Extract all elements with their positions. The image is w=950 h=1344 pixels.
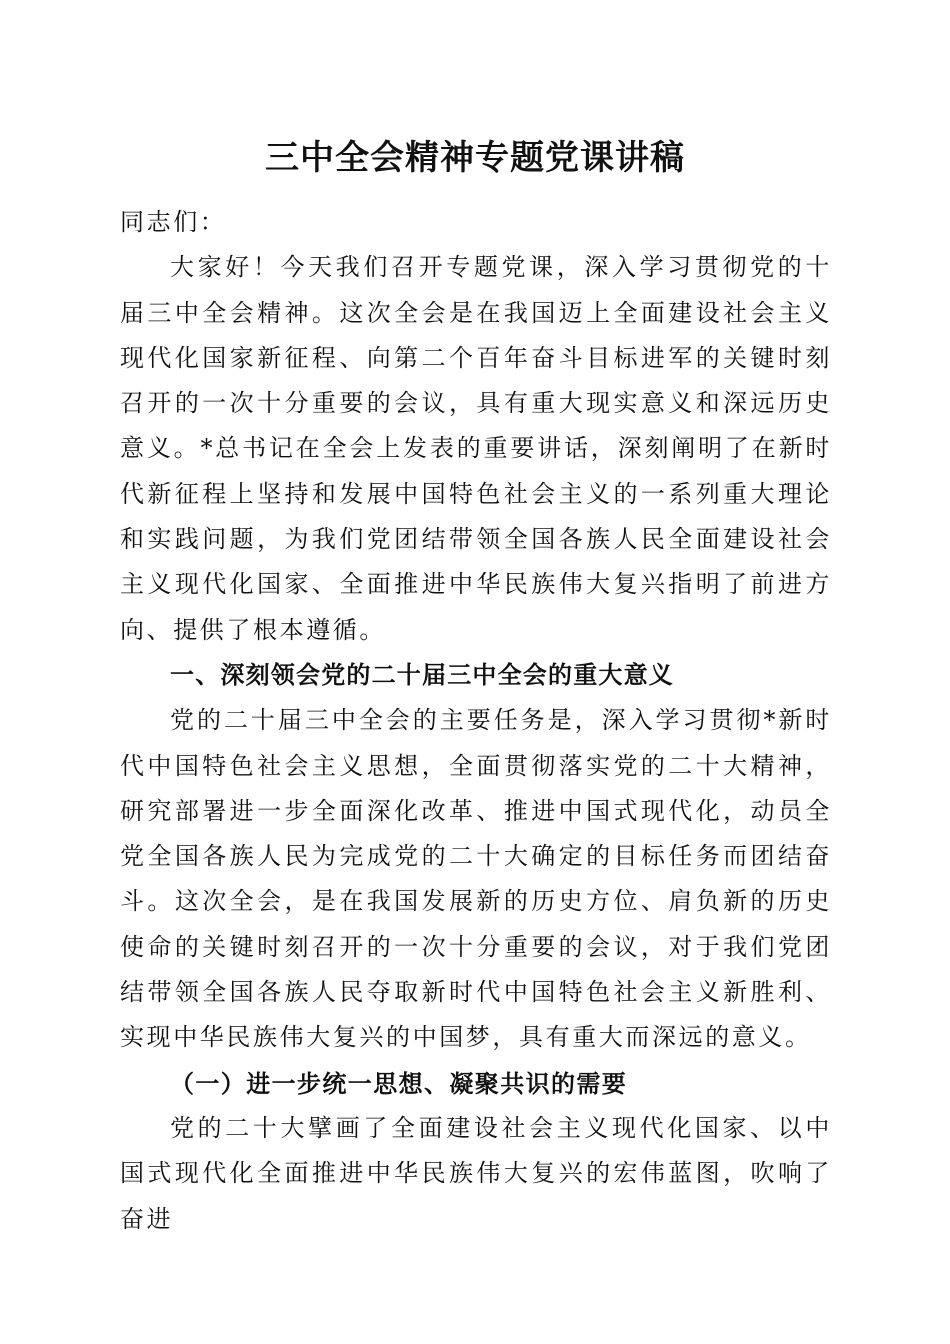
subsection-heading: （一）进一步统一思想、凝聚共识的需要 [170,1068,628,1098]
section-heading: 一、深刻领会党的二十届三中全会的重大意义 [170,660,674,689]
intro-paragraph: 大家好！今天我们召开专题党课，深入学习贯彻党的十届三中全会精神。这次全会是在我国迈上全面建设社会主义现代化国家新征程、向第二个百年奋斗目标进军的关键时刻召开的一次十分重要的会议，具有重大现实意义和深远历史意义。*总书记在全会上发表的重要讲话，深刻阐明了在新时代新征程上坚持和发展中国特色社会主义的一系列重大理论和实践问题，为我们党团结带领全国各族人民全面建设社会主义现代化国家、全面推进中华民族伟大复兴指明了前进方向、提供了根本遵循。 [120,253,832,644]
salutation: 同志们： [120,208,227,236]
document-title: 三中全会精神专题党课讲稿 [265,138,685,178]
document-body [120,200,832,1242]
subsection-paragraph: 党的二十大擘画了全面建设社会主义现代化国家、以中国式现代化全面推进中华民族伟大复兴的宏伟蓝图，吹响了奋进 [120,1113,832,1233]
section-paragraph: 党的二十届三中全会的主要任务是，深入学习贯彻*新时代中国特色社会主义思想，全面贯彻落实党的二十大精神，研究部署进一步全面深化改革、推进中国式现代化，动员全党全国各族人民为完成党的二十大确定的目标任务而团结奋斗。这次全会，是在我国发展新的历史方位、肩负新的历史使命的关键时刻召开的一次十分重要的会议，对于我们党团结带领全国各族人民夺取新时代中国特色社会主义新胜利、实现中华民族伟大复兴的中国梦，具有重大而深远的意义。 [120,706,832,1052]
